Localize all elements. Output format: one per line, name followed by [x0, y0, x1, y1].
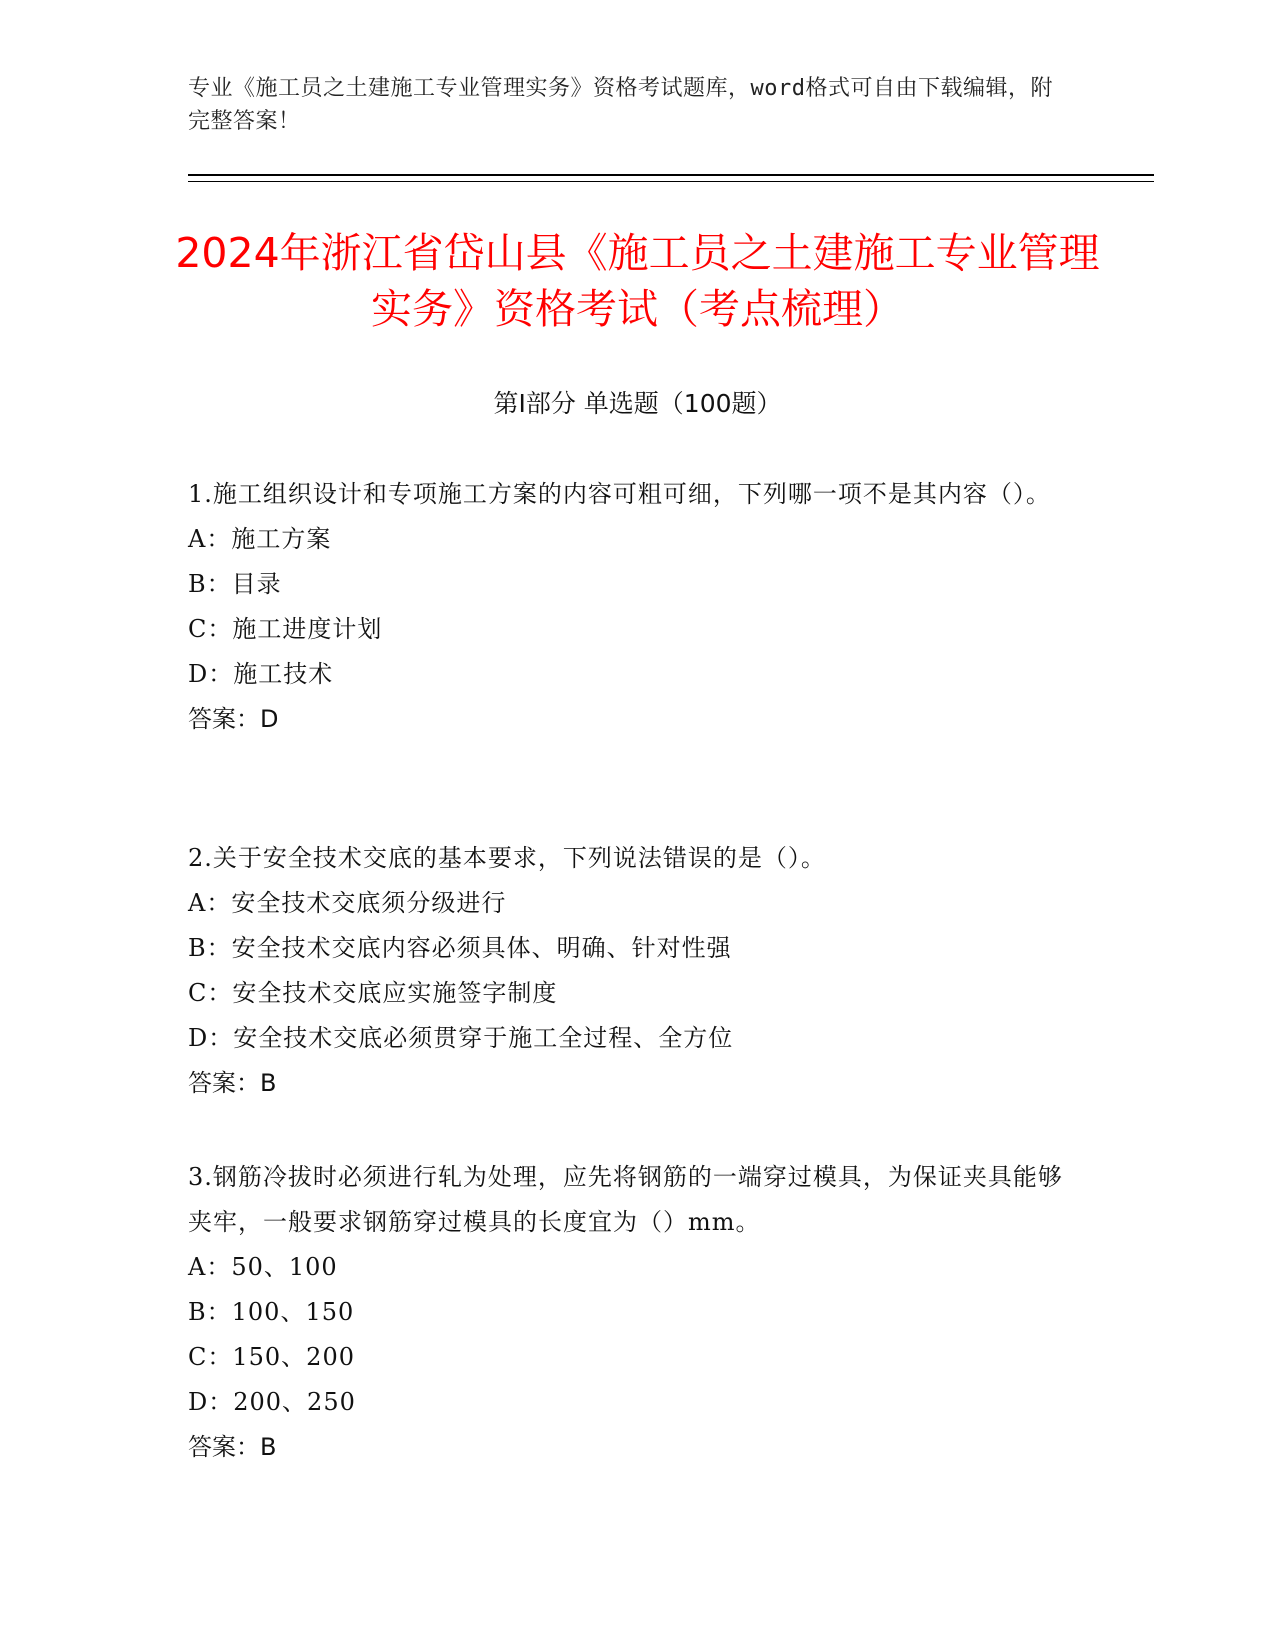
- option-d: D：200、250: [188, 1388, 356, 1416]
- question-stem: 3.钢筋冷拔时必须进行轧为处理，应先将钢筋的一端穿过模具，为保证夹具能够夹牢，一般要求钢筋穿过模具的长度宜为（）mm。: [188, 1163, 1063, 1236]
- option-a: A：施工方案: [188, 525, 332, 553]
- question-2: [188, 836, 1068, 1106]
- option-d: D：施工技术: [188, 660, 334, 688]
- option-b: B：100、150: [188, 1298, 355, 1326]
- answer: 答案：B: [188, 1433, 277, 1461]
- section-title: 第Ⅰ部分 单选题（100题）: [493, 389, 782, 418]
- header-note: 专业《施工员之土建施工专业管理实务》资格考试题库，word格式可自由下载编辑，附完整答案！: [188, 76, 1053, 134]
- option-c: C：安全技术交底应实施签字制度: [188, 979, 558, 1007]
- document-title: 2024年浙江省岱山县《施工员之土建施工专业管理实务》资格考试（考点梳理）: [175, 229, 1100, 333]
- option-b: B：目录: [188, 570, 282, 598]
- question-stem: 1.施工组织设计和专项施工方案的内容可粗可细，下列哪一项不是其内容（）。: [188, 480, 1051, 508]
- option-a: A：50、100: [188, 1253, 338, 1281]
- option-d: D：安全技术交底必须贯穿于施工全过程、全方位: [188, 1024, 734, 1052]
- answer: 答案：B: [188, 1069, 277, 1097]
- option-a: A：安全技术交底须分级进行: [188, 889, 507, 917]
- option-b: B：安全技术交底内容必须具体、明确、针对性强: [188, 934, 732, 962]
- option-c: C：150、200: [188, 1343, 355, 1371]
- header-rule-thick: [188, 174, 1154, 176]
- header-rule-thin: [188, 181, 1154, 182]
- question-stem: 2.关于安全技术交底的基本要求，下列说法错误的是（）。: [188, 844, 826, 872]
- answer: 答案：D: [188, 705, 279, 733]
- option-c: C：施工进度计划: [188, 615, 383, 643]
- question-3: [188, 1155, 1068, 1470]
- question-1: [188, 472, 1068, 742]
